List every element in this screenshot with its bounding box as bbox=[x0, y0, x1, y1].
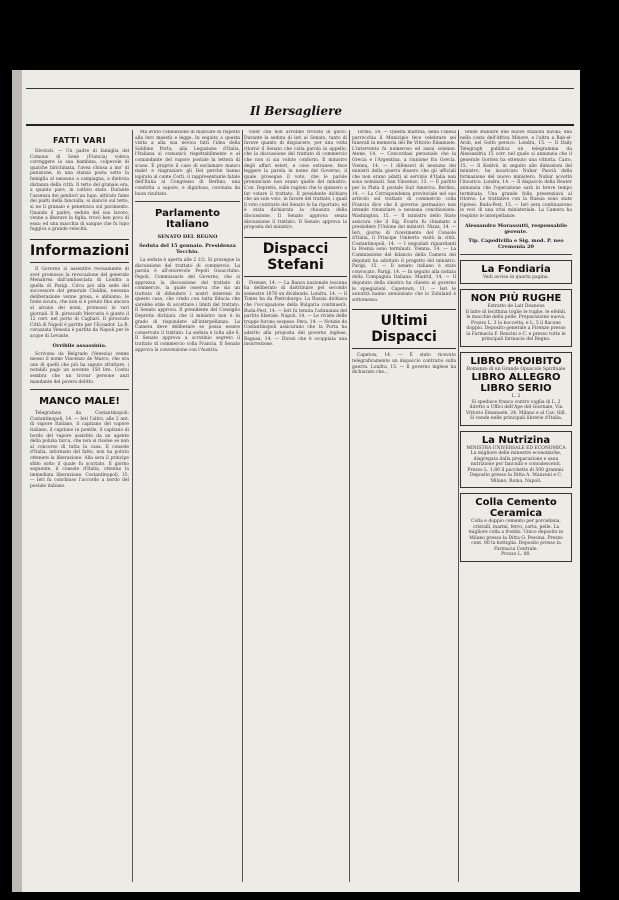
article-text: Torino, 14. — Questa mattina, nella Chiesa parrocchia il Municipio fece celebrare sei funerali in memoria del Re Vittorio Emanuele. L'intervento fu numeroso ed assai solenne. Atene, 14. — Concordasi personale che la Grecia e l'Argentina, a riunione fra Grecia. Vienna, 14. — I difensori di nessuno dei ministri della guerra dissero che gli ufficiali che non erano adatti al servizio d'Italia non sono nominati. San Vincenzo, 13. — È partito per la Plata il postale Sud America. Berlino, 14. — La Corrispondenza provinciale nel suo articolo sul trattato di commercio colla Francia dice che il governo germanico non intende rinunziare a nessuna conchiusione. Washington, 15. — Il ministro dello Stato assicura che il Sig. Evarts fu chiamato a presiedere l'Unione dei ministri. Nizza, 14. — Ieri, giorno di ricevimento del Console d'Italia, il Principe Umberto visitò la città. Costantinopoli, 14. — I negoziati riguardanti la Bosnia sono terminati. Vienna, 14. — La Commissione del bilancio della Camera dei deputati ha adottato il progetto del ministro. Parigi, 15. — Il senato italiano è stato convocato. Parigi, 14. — In seguito alla notizia della Compagnia Italiana. Madrid, 14. — Il deputato della sinistra ha chiesto al governo le spiegazioni. Capetown, 11. — Ieri le autorità hanno annunziato che lo Zululand è sottomesso. bbox=[352, 130, 456, 303]
article-text: Scrivono da Belgrado (Venezia) venne messo il nome Vincenzo de Marco, che era uno di quelli che più ha saputo sfruttare, i notabili pagò un sovente 150 lire. Costui sembra che un trovar persone anzi mandante del povero delitto. bbox=[30, 351, 129, 385]
section-title-ultimi-dispacci: Ultimi Dispacci bbox=[352, 309, 456, 349]
ad-title: La Nutrizina bbox=[481, 434, 551, 446]
column-1 bbox=[30, 130, 129, 882]
ad-subtitle: Vedi avviso in quarta pagina. bbox=[482, 274, 550, 280]
ad-title: NON PIÙ RUGHE bbox=[470, 293, 562, 304]
column-divider bbox=[132, 130, 133, 882]
ad-text: La migliore delle minestre economiche, disgregata dalla preparazione e sana nutrizione per fanciulli e convalescenti. Prezzo L. 1,80 il pacchetto di 500 grammi. Deposito presso la Ditta A. Manzoni e C. Milano, Roma, Napoli. bbox=[467, 451, 565, 484]
newspaper-page bbox=[12, 70, 580, 892]
ad-subtitle: Romanzo di un Grande Opuscolo Spirituale bbox=[466, 366, 566, 372]
article-text: Firenze, 14. — La Banca nazionale toscana ha deliberato di distribuire pel secondo semestre 1878 un dividendo. Londra, 14. — Il Times ha da Pietroburgo: La Russia dichiara che l'occupazione della Bulgaria continuerà. Buda-Pest, 14. — Ieri fu tenuta l'adunanza del partito liberale. Napoli, 14. — Le riviste delle truppe furono sospese. Pera, 14. — Notizie da Costantinopoli assicurano che la Porta ha aderito alla proposta del governo inglese. Ragusa, 14. — Dicesi che è scoppiata una insurrezione. bbox=[244, 280, 347, 348]
article-text: Il Governo si assentire recisamente di aver promosso la revocazione del generale Menabrea dall'ambasciata di Londra a quella di Parigi. Circa poi alla sede del successore del generale Cialdini, nessuna deliberazione venne presa, e abbiamo, le fonte sicura, che non si è potuto fino ancora al alcuno dei nomi, promossi in vari giornali. Il R. piroscafo Mercurio è giunto il 12 corr. nel porto di Cagliari. Il piroscafo Città di Napoli è partito per l'Ecuador. La R. corazzata Venezia è partita da Napoli per le acque di Levante. bbox=[30, 266, 129, 340]
column-5 bbox=[460, 130, 572, 882]
ad-title: Colla Cemento Ceramica bbox=[475, 497, 557, 519]
section-title-informazioni: Informazioni bbox=[30, 239, 129, 263]
column-divider bbox=[458, 130, 459, 882]
ad-title: LIBRO SERIO bbox=[480, 383, 552, 394]
section-title-manco-male: MANCO MALE! bbox=[39, 396, 120, 408]
ad-text: Il latte di lecithina toglie le rughe, le efelidi, le macchie della pelle. Preparazione nuova. Prezzo L. 3 la boccetta, e L. 5 il flacone doppio. Deposito generale a Firenze presso la Farmacia F. Bencini e C. e presso tutte le principali farmacie del Regno. bbox=[465, 309, 567, 342]
header-rule bbox=[26, 124, 574, 126]
header-top-rule bbox=[26, 88, 574, 89]
article-subheading: Seduta del 15 gennaio. Presidenza Tecchio. bbox=[139, 243, 236, 256]
article-text: voler che non avrebbe trovato in gioco. Durante la seduta di ieri al Senato, tanto di favore quanto di dispiacere, per una volta ritornò il Senato che colla parola in appello, che la discussione del trattato di commercio che non si sia voluto conforto. Il ministro degli affari esteri, e cose estranee, fece leggere la parola in nome del Governo, il quale prosegue il voto, che le parole pronunciate non erano quelle del ministro. L'on. Depretis, sulle ragioni che lo spinsero a far votare il trattato. Il presidente dichiara che un solo voto, in favore del trattato, i quali il voto contrario del Senato lo ha riportato, ed è stata dichiarata la chiusura della discussione. Il Senato approva senza discussione il trattato. Il Senato approva la proposta del ministro. bbox=[244, 130, 347, 231]
masthead: Il Bersagliere bbox=[249, 104, 343, 118]
article-text: La seduta è aperta alle 2 1/2. Si prosegue la discussione del trattato di commercio. La parola è all'onorevole Pepoli Gioacchino. Pepoli, Commissario del Governo, che si apprezza la discussione del trattato di commercio, la quale osserva che sia un trattato di difendere i nostri interessi in questo caso, che credo con tutta fiducia che sarebbe utile di accettare i limiti del trattato. Il Senato approva. Il presidente del Consiglio Depretis dichiara che il ministro non è in grado di rispondere all'interpellanza. La Camera deve deliberare se possa essere conservato il trattato. La seduta è tolta alle 6. Il Senato approva a scrutinio segreto il trattato di commercio colla Francia. Il Senato approva la convenzione con l'Austria. bbox=[135, 258, 240, 353]
ad-price: L. 2 bbox=[511, 394, 521, 399]
article-text: tende stabilire due nuove stazioni navali; una nella costa dell'Africa Minore, e l'altra a Bab-el-Arab, nel Golfo persico. Londra, 15. — Il Daily Telegraph pubblica un telegramma da Alessandria 15 corr. nel quale si annunzia che il generale Gordon ha ottenuto una vittoria. Cairo, 15. — Il Kedivè, in seguito alle dimissioni del ministro, ha incaricato Nubar Pascià della formazione del nuovo ministero. Nubar accettò l'incarico. Londra, 14. — Il dispaccio della Reuter annunzia che l'operazione sarà in breve tempo terminata. Una grande folla presenziava al ritorno. Le trattative con la Russia sono state riprese. Buda-Pest, 15. — Ieri sera continuarono le voci di una crisi ministeriale. La Camera ha respinto le interpellanze. bbox=[460, 130, 572, 219]
column-2 bbox=[135, 130, 240, 882]
ad-title: LIBRO ALLEGRO bbox=[471, 372, 561, 383]
page-edge-strip bbox=[12, 70, 22, 892]
article-heading: SENATO DEL REGNO bbox=[157, 234, 218, 241]
article-heading: Orribile assassinio. bbox=[52, 342, 107, 349]
ad-libro bbox=[460, 352, 572, 426]
column-divider bbox=[242, 130, 243, 882]
ad-rughe bbox=[460, 289, 572, 347]
section-rule bbox=[30, 389, 129, 390]
printer-line: Tip. Capodivilla e Sig. mod. P. neo Cremonia 20 bbox=[468, 237, 564, 250]
article-text: Telegrafano da Costantinopoli: Costantinopoli, 14. — Ieri l'altro, alle 2 ant. di vapore Italiano, il capitano del vapore italiano, il capitano in pontile, il capitano di bordo del vapore assistito da un agente della polizia turca, che non si risolse se non al concorso di tutta la casa. Il console d'Italia, informato del fatto, non ha potuto ottenere la liberazione. Alla sera il principe sfido sotto il quale fu scortato. Il giorno seguente, il console d'Italia, ottenne la immediata liberazione. Costantinopoli, 15. — Ieri fu conchiuso l'accordo a bordo del postale italiano. bbox=[30, 411, 129, 489]
ad-subtitle: MINISTRA UNIVERSALE ED ECONOMICA bbox=[466, 445, 566, 451]
ad-text: Si spedisce franco contro vaglia di L. 2 diretto a Uffici dell'Ape del Giornale, Via Vittorio Emanuele, 24. Milano e al Cav. Gill. Si vende nelle principali librerie d'Italia. bbox=[465, 399, 567, 421]
section-title-dispacci-stefani: Dispacci Stefani bbox=[244, 237, 347, 277]
section-title-fatti-vari: FATTI VARI bbox=[53, 136, 106, 145]
ad-nutrizina bbox=[460, 431, 572, 489]
ad-fondiaria bbox=[460, 260, 572, 285]
column-3 bbox=[244, 130, 347, 882]
article-text: Ma avuto l'obbiezione di mancare di rispetto alla loro maestà e legge. In seguito a questa visita a alla sua nevica fatti l'idea della Sublime Porta, alla Legazione d'Italia, l'Italiana si comunicò rispettabilmente e al comandante del vapore postale la lettera di scuse. È proprio il caso di esclamare manco male! e ringraziare gli Dei perchè hanno ispirato al conte Corti, il rappresentante fatale dell'Italia al Congresso di Berlino, una condotta a sapore, e dignitosa, coronata da buon risultato. bbox=[135, 130, 240, 197]
ad-text: Colla e doppio cemento per porcellana, cristalli, marmi, ferro, carta, pelle. La migliore colla a freddo. Unico deposito in Milano presso la Ditta G. Pessina. Prezzo cent. 80 la bottiglia. Deposito presso la Farmacia Centrale. bbox=[468, 519, 564, 552]
gerente-line: Alessandro Morassutti, responsabile gerente. bbox=[464, 222, 568, 235]
article-text: Capetow, 14. — È stato ricevuto telegraficamente un dispaccio contrario sulla guerra. Londra, 15. — Il governo inglese ha dichiarato che... bbox=[352, 353, 456, 376]
article-text: Divorati. — Un padre di famiglia del Comune di Sené (Francia) voleva correggere la sua bambina, colpevole di qualche birichinata, l'avea chiusa a mo' di punizione, in una stanza posta sotto la famiglia al nessuno a campagna, a dietroia distanza della città. Il tetto del granaio era, a quanto pare, in cattivo stato. Durante l'assenza dei genitori un lupo, attirato fame dei piatti della fanciulla, si slanciò sul tetto, si ne li granaio e penetrava sul pavimento. Quando il padre, seduto del suo lavoro, venne a liberare la figlia, trovò ben poco di essa; ed una macchia di sangue che fu lupo fuggiva a grande velocità. bbox=[30, 149, 129, 233]
section-rule bbox=[135, 201, 240, 202]
column-divider bbox=[349, 130, 350, 882]
ad-price: Prezzo L. 80. bbox=[501, 552, 531, 557]
section-title-parlamento: Parlamento Italiano bbox=[155, 208, 220, 231]
ad-subtitle: Estratto de Lait Deanous bbox=[487, 304, 545, 309]
ad-title: LIBRO PROIBITO bbox=[470, 355, 562, 367]
section-rule bbox=[460, 254, 572, 255]
ad-colla bbox=[460, 493, 572, 562]
column-4 bbox=[352, 130, 456, 882]
ad-title: La Fondiaria bbox=[481, 263, 551, 275]
